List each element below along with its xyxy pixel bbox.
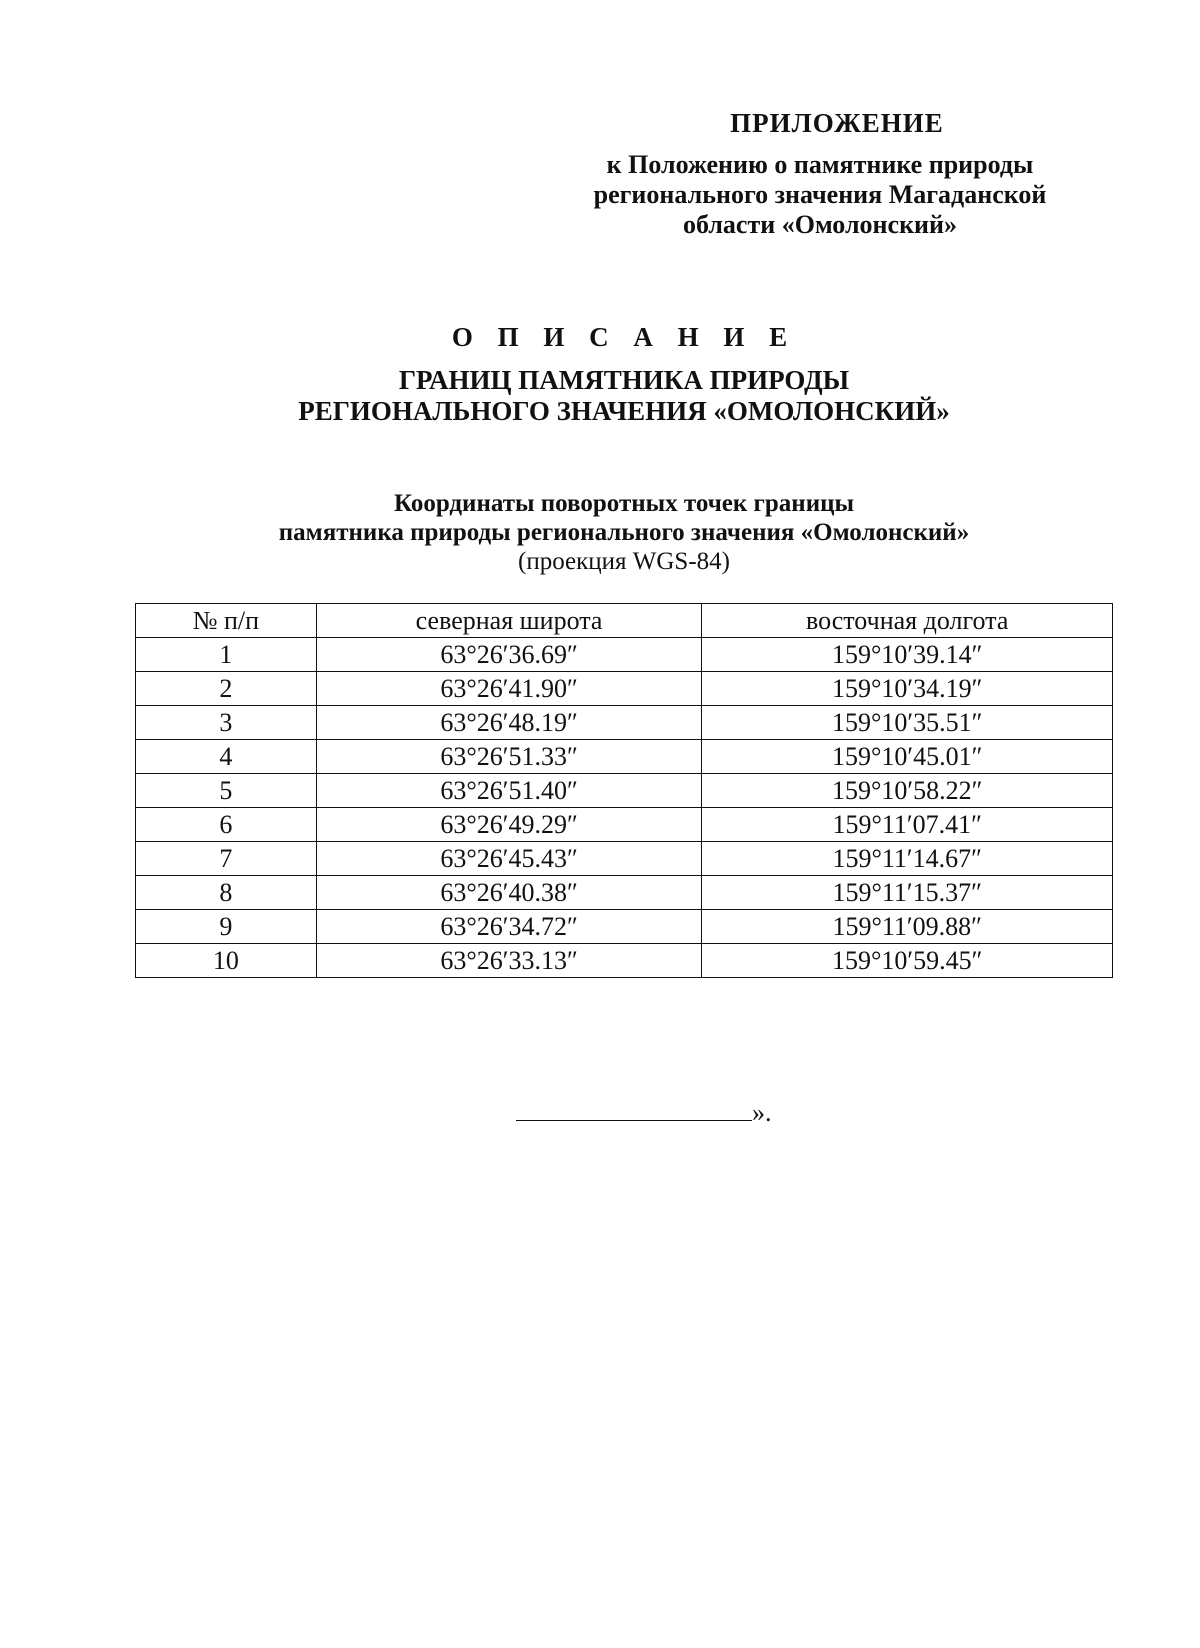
caption-line-2: памятника природы регионального значения «Омолонский» (278, 519, 970, 546)
appendix-line-3: области «Омолонский» (682, 210, 958, 239)
appendix-block (560, 108, 1080, 240)
table-row (136, 842, 1113, 876)
cell-latitude: 63°26′51.33″ (316, 740, 702, 774)
cell-latitude: 63°26′48.19″ (316, 706, 702, 740)
table-row (136, 876, 1113, 910)
cell-number: 7 (136, 842, 317, 876)
cell-number: 10 (136, 944, 317, 978)
table-row (136, 672, 1113, 706)
cell-number: 4 (136, 740, 317, 774)
table-header-row (136, 604, 1113, 638)
header-number: № п/п (136, 604, 317, 638)
title-line-2: ГРАНИЦ ПАМЯТНИКА ПРИРОДЫ (398, 365, 850, 395)
cell-longitude: 159°10′35.51″ (702, 706, 1113, 740)
table-row (136, 808, 1113, 842)
cell-number: 1 (136, 638, 317, 672)
cell-latitude: 63°26′34.72″ (316, 910, 702, 944)
cell-longitude: 159°10′34.19″ (702, 672, 1113, 706)
table-row (136, 740, 1113, 774)
title-line-1: О П И С А Н И Е (451, 322, 797, 352)
table-row (136, 910, 1113, 944)
cell-longitude: 159°10′58.22″ (702, 774, 1113, 808)
cell-number: 6 (136, 808, 317, 842)
cell-longitude: 159°10′59.45″ (702, 944, 1113, 978)
caption-line-1: Координаты поворотных точек границы (393, 490, 855, 517)
appendix-line-2: регионального значения Магаданской (593, 180, 1047, 209)
cell-longitude: 159°11′09.88″ (702, 910, 1113, 944)
cell-latitude: 63°26′33.13″ (316, 944, 702, 978)
caption-projection: (проекция WGS-84) (518, 548, 730, 575)
appendix-line-1: к Положению о памятнике природы (606, 150, 1034, 179)
closing-line (516, 1098, 772, 1128)
title-line-3: РЕГИОНАЛЬНОГО ЗНАЧЕНИЯ «ОМОЛОНСКИЙ» (298, 396, 950, 426)
cell-latitude: 63°26′45.43″ (316, 842, 702, 876)
cell-number: 9 (136, 910, 317, 944)
coordinates-table (135, 603, 1113, 978)
cell-latitude: 63°26′41.90″ (316, 672, 702, 706)
cell-number: 8 (136, 876, 317, 910)
signature-underline (516, 1098, 752, 1121)
cell-longitude: 159°11′14.67″ (702, 842, 1113, 876)
cell-latitude: 63°26′36.69″ (316, 638, 702, 672)
header-longitude: восточная долгота (702, 604, 1113, 638)
table-row (136, 774, 1113, 808)
document-title (0, 322, 1200, 427)
cell-longitude: 159°11′07.41″ (702, 808, 1113, 842)
appendix-heading: ПРИЛОЖЕНИЕ (730, 108, 944, 138)
cell-number: 5 (136, 774, 317, 808)
cell-latitude: 63°26′40.38″ (316, 876, 702, 910)
header-latitude: северная широта (316, 604, 702, 638)
cell-longitude: 159°11′15.37″ (702, 876, 1113, 910)
cell-latitude: 63°26′49.29″ (316, 808, 702, 842)
table-caption (0, 489, 1200, 576)
cell-number: 3 (136, 706, 317, 740)
closing-quote-mark: ». (752, 1098, 772, 1127)
cell-longitude: 159°10′45.01″ (702, 740, 1113, 774)
table-row (136, 944, 1113, 978)
cell-latitude: 63°26′51.40″ (316, 774, 702, 808)
cell-longitude: 159°10′39.14″ (702, 638, 1113, 672)
cell-number: 2 (136, 672, 317, 706)
table-row (136, 706, 1113, 740)
table-row (136, 638, 1113, 672)
